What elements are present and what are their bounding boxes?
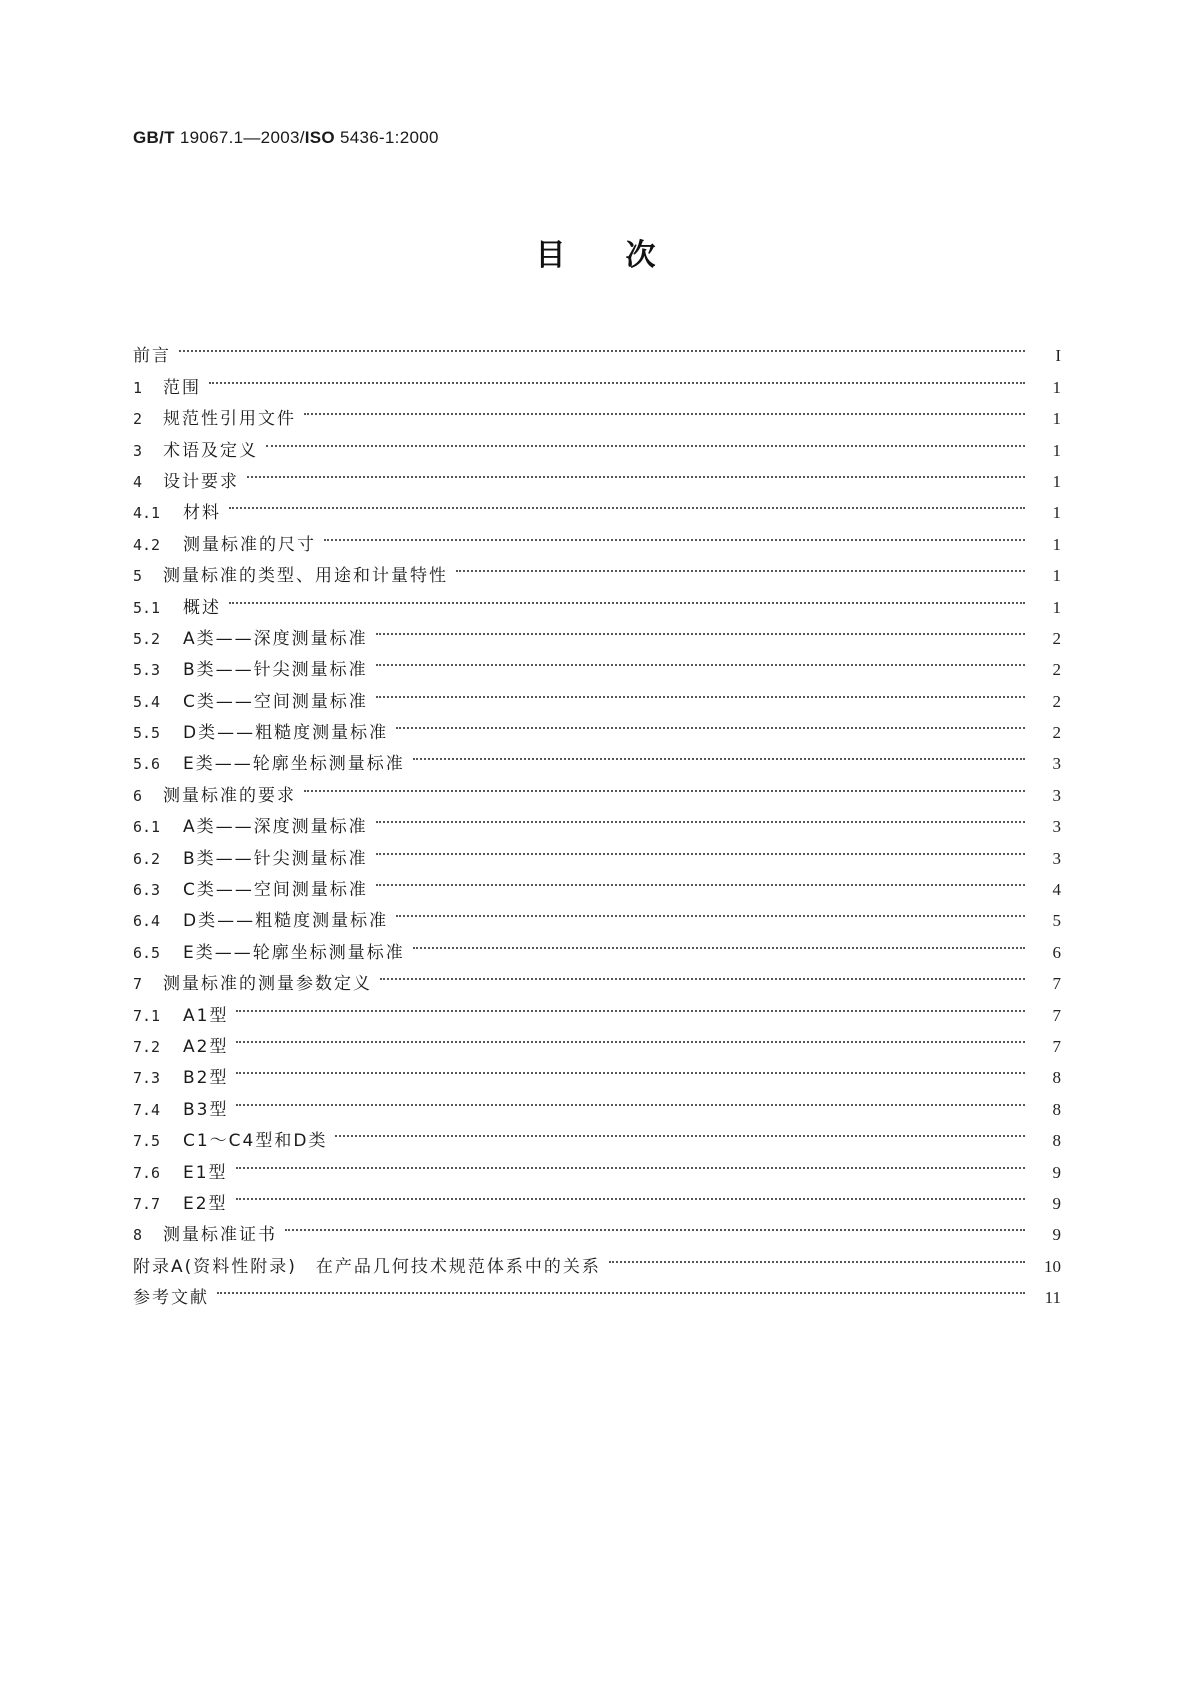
toc-entry-title: 测量标准的要求 [163,785,296,806]
dot-leader [304,769,1027,800]
toc-entry[interactable] [133,613,1061,649]
toc-entry-title: E1型 [183,1162,228,1183]
toc-entry-page: 1 [1052,409,1061,429]
dot-leader [285,1209,1027,1240]
toc-entry-number: 5.2 [133,629,161,648]
dot-leader [236,1052,1027,1083]
toc-entry-number: 6.4 [133,912,161,931]
toc-entry-number: 4.2 [133,535,161,554]
dot-leader [229,487,1027,518]
toc-entry-page: 8 [1052,1131,1061,1151]
toc-entry-title: D类——粗糙度测量标准 [183,911,389,932]
dot-leader [236,1021,1027,1052]
toc-entry-title: A1型 [183,1005,229,1026]
toc-entry-page: 9 [1052,1193,1061,1213]
toc-entry-title: 概述 [183,597,221,618]
toc-entry-page: 4 [1052,880,1061,900]
standard-number: 19067.1—2003/ [174,128,305,147]
toc-entry-number: 8 [133,1226,143,1245]
toc-entry-page: 2 [1052,691,1061,711]
toc-entry-number: 4 [133,472,143,491]
toc-entry-page: 8 [1052,1068,1061,1088]
toc-entry-page: 7 [1052,974,1061,994]
toc-entry-number: 4.1 [133,504,161,523]
toc-entry-number: 7 [133,975,143,994]
standard-prefix: GB/T [133,128,175,147]
toc-entry-title: 附录A(资料性附录) 在产品几何技术规范体系中的关系 [133,1256,601,1277]
toc-entry[interactable] [133,518,1061,555]
toc-entry-title: 规范性引用文件 [163,409,296,430]
toc-entry[interactable] [133,1209,1061,1246]
toc-entry-title: C1～C4型和D类 [183,1131,328,1152]
toc-entry-number: 6.5 [133,943,161,962]
toc-entry-number: 2 [133,410,143,429]
toc-entry-page: 9 [1052,1225,1061,1245]
toc-entry-page: 11 [1044,1288,1061,1308]
dot-leader [376,864,1027,895]
toc-entry-title: 测量标准的类型、用途和计量特性 [163,566,448,587]
toc-entry-page: 7 [1052,1005,1061,1025]
toc-entry-title: 测量标准的测量参数定义 [163,974,372,995]
toc-entry[interactable] [133,487,1061,524]
dot-leader [396,707,1027,738]
dot-leader [413,738,1027,769]
toc-entry-page: 6 [1052,942,1061,962]
toc-entry-title: A类——深度测量标准 [183,628,368,649]
toc-entry-number: 7.6 [133,1163,161,1182]
dot-leader [266,424,1027,455]
toc-entry[interactable] [133,1115,1061,1152]
dot-leader [236,1083,1027,1114]
dot-leader [376,675,1027,706]
toc-entry[interactable] [133,989,1061,1026]
toc-entry-page: 8 [1052,1099,1061,1119]
toc-entry-title: 参考文献 [133,1288,209,1309]
toc-entry-title: A2型 [183,1036,229,1057]
dot-leader [609,1240,1027,1271]
dot-leader [324,518,1027,549]
toc-entry-number: 5.3 [133,661,161,680]
toc-entry-title: E类——轮廓坐标测量标准 [183,754,405,775]
toc-entry-number: 6.1 [133,818,161,837]
dot-leader [229,581,1027,612]
toc-entry-page: 5 [1052,911,1061,931]
toc-entry[interactable] [133,1272,1061,1309]
toc-entry-page: 1 [1052,566,1061,586]
toc-entry[interactable] [133,1021,1061,1057]
toc-entry-title: E2型 [183,1193,228,1214]
toc-entry-title: 材料 [183,503,221,524]
toc-entry-number: 7.1 [133,1006,161,1025]
toc-entry[interactable] [133,424,1061,461]
toc-entry-page: 3 [1052,817,1061,837]
toc-entry-title: B类——针尖测量标准 [183,848,368,869]
toc-entry-number: 6.2 [133,849,161,868]
dot-leader [396,895,1027,926]
toc-entry-title: 范围 [163,377,201,398]
dot-leader [247,456,1027,487]
toc-entry-page: 1 [1052,440,1061,460]
toc-entry-title: D类——粗糙度测量标准 [183,723,389,744]
toc-entry-page: 3 [1052,754,1061,774]
toc-entry-title: B3型 [183,1099,229,1120]
toc-entry-page: 9 [1052,1162,1061,1182]
toc-entry-number: 5 [133,567,143,586]
toc-entry[interactable] [133,1146,1061,1183]
toc-entry-number: 5.6 [133,755,161,774]
toc-entry-page: 1 [1052,597,1061,617]
toc-entry-title: B类——针尖测量标准 [183,660,368,681]
toc-entry-title: 测量标准证书 [163,1225,277,1246]
toc-entry-number: 1 [133,378,143,397]
dot-leader [217,1272,1027,1303]
dot-leader [413,926,1027,957]
toc-entry-page: 1 [1052,534,1061,554]
toc-entry-page: 1 [1052,471,1061,491]
toc-entry-title: B2型 [183,1068,229,1089]
toc-entry-page: 3 [1052,785,1061,805]
toc-entry-number: 7.7 [133,1194,161,1213]
toc-entry-page: 2 [1052,723,1061,743]
toc-entry-title: 术语及定义 [163,440,258,461]
toc-entry-page: 3 [1052,848,1061,868]
standard-number-header [133,128,439,148]
iso-prefix: ISO [304,128,335,147]
toc-entry-number: 6 [133,786,143,805]
toc-entry[interactable] [133,456,1061,492]
dot-leader [335,1115,1027,1146]
dot-leader [376,801,1027,832]
toc-entry-title: A类——深度测量标准 [183,817,368,838]
toc-entry-number: 5.1 [133,598,161,617]
toc-entry[interactable] [133,393,1061,430]
toc-entry-number: 7.5 [133,1132,161,1151]
dot-leader [456,550,1027,581]
toc-entry-number: 7.4 [133,1100,161,1119]
toc-entry-page: 10 [1044,1256,1061,1276]
toc-entry-title: C类——空间测量标准 [183,691,368,712]
toc-entry-title: 测量标准的尺寸 [183,534,316,555]
toc-entry[interactable] [133,330,1061,367]
toc-entry[interactable] [133,1052,1061,1089]
toc-entry[interactable] [133,581,1061,618]
dot-leader [236,1146,1027,1177]
dot-leader [236,989,1027,1020]
table-of-contents [133,330,1061,1309]
iso-number: 5436-1:2000 [334,128,439,147]
toc-entry-number: 7.2 [133,1037,161,1056]
toc-entry-number: 5.4 [133,692,161,711]
toc-entry-page: 2 [1052,628,1061,648]
toc-entry-page: 1 [1052,503,1061,523]
toc-entry[interactable] [133,361,1061,398]
dot-leader [209,361,1027,392]
toc-entry-title: 前言 [133,346,171,367]
dot-leader [236,1178,1027,1209]
toc-entry-page: 7 [1052,1036,1061,1056]
toc-entry-number: 3 [133,441,143,460]
dot-leader [376,644,1027,675]
dot-leader [304,393,1027,424]
toc-entry-page: 1 [1052,377,1061,397]
toc-entry-number: 5.5 [133,724,161,743]
toc-entry-title: C类——空间测量标准 [183,880,368,901]
dot-leader [376,832,1027,863]
toc-entry-page: I [1055,346,1061,366]
dot-leader [179,330,1027,361]
page-title: 目次 [535,238,716,273]
dot-leader [380,958,1027,989]
toc-entry-number: 7.3 [133,1069,161,1088]
toc-entry-number: 6.3 [133,881,161,900]
toc-entry[interactable] [133,1083,1061,1120]
dot-leader [376,613,1027,644]
toc-entry[interactable] [133,1178,1061,1214]
toc-entry-title: 设计要求 [163,471,239,492]
toc-entry-page: 2 [1052,660,1061,680]
toc-entry-title: E类——轮廓坐标测量标准 [183,942,405,963]
